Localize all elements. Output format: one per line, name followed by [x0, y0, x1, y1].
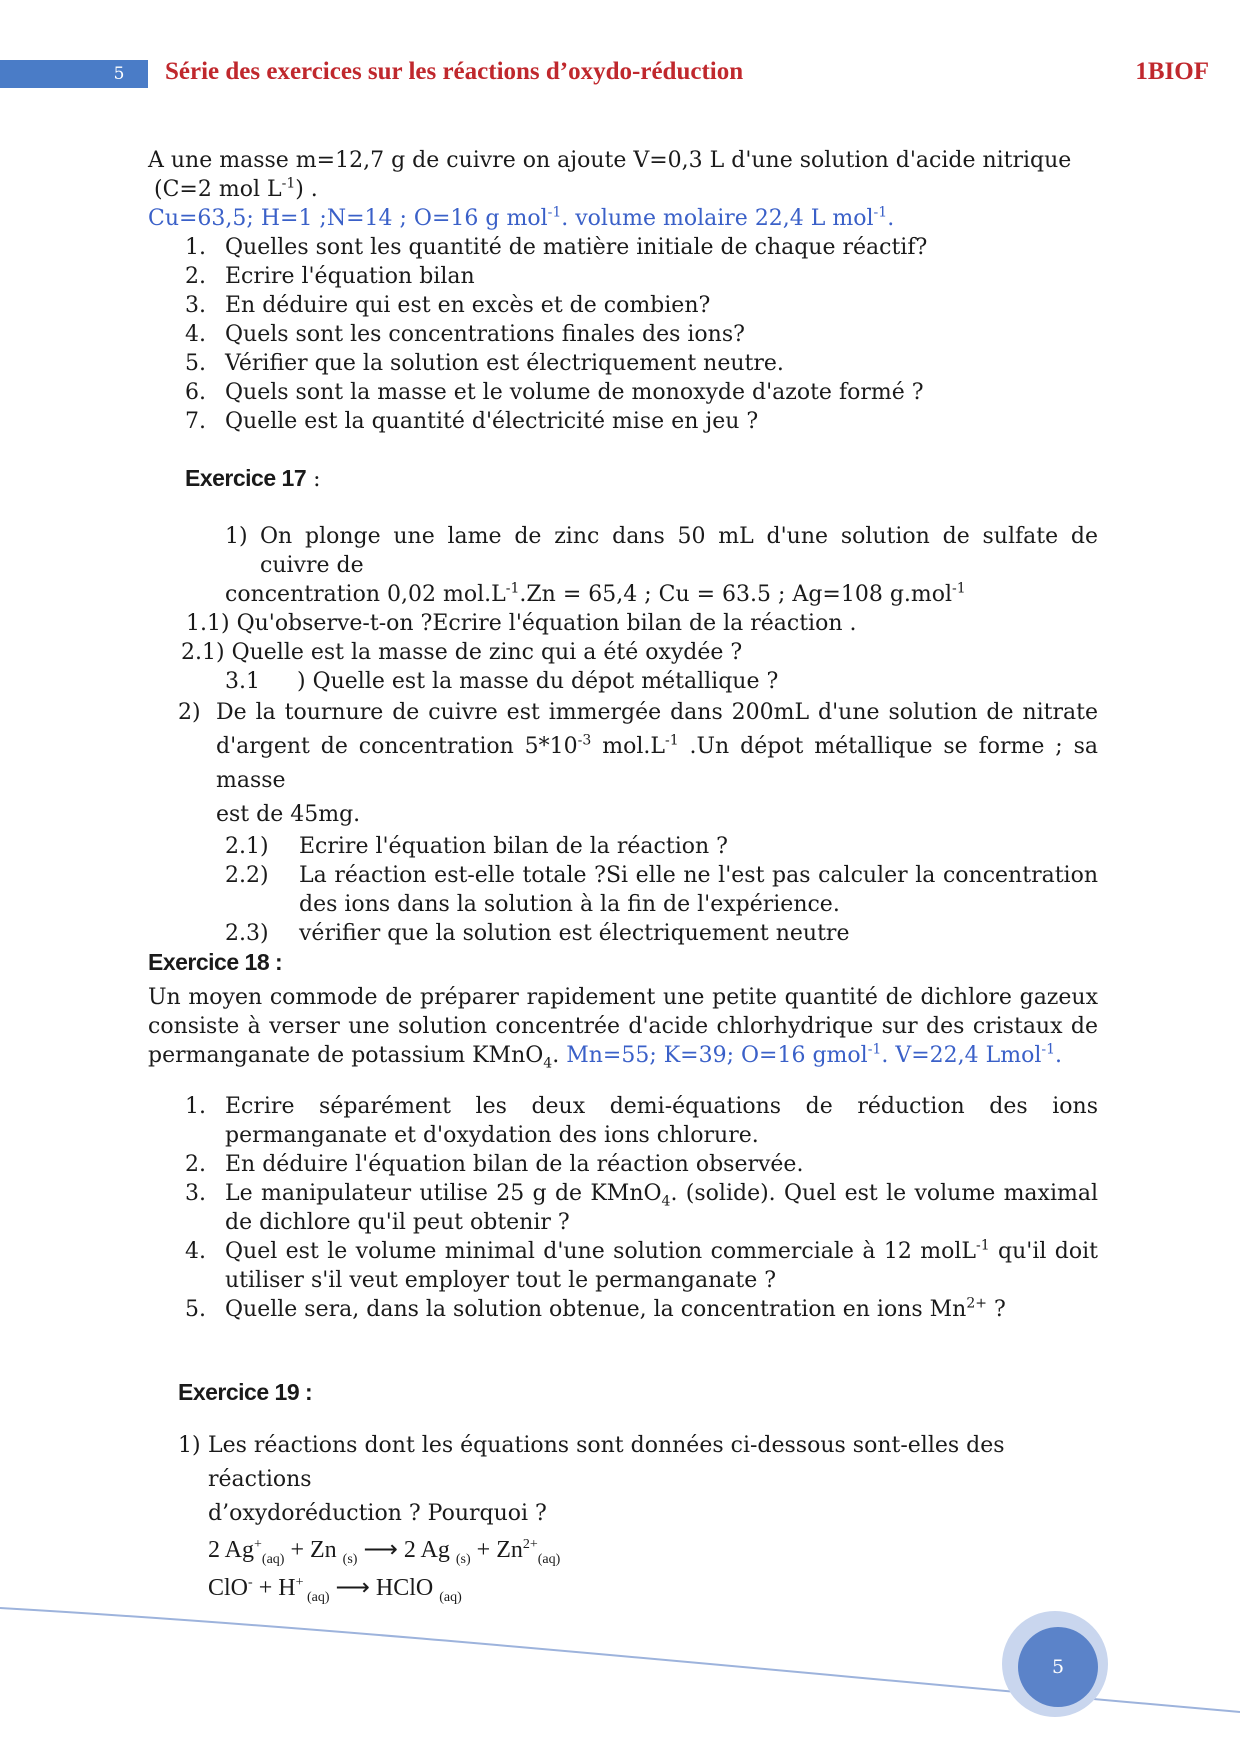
list-item: 1. Quelles sont les quantité de matière initiale de chaque réactif? [185, 235, 928, 260]
ex18-questions [148, 1092, 1098, 1324]
intro-data: Cu=63,5; H=1 ;N=14 ; O=16 g mol$^{-1}$. volume molaire 22,4 L mol$^{-1}$. [148, 204, 895, 231]
exercise-18-heading: Exercice 18 : [148, 949, 283, 975]
list-item: 2.3) vérifier que la solution est électriquement neutre [225, 921, 850, 946]
header-page-number: 5 [113, 64, 125, 84]
list-item: 2.2) La réaction est-elle totale ?Si elle ne l'est pas calculer la concentration des ions dans la solution à la fin de l'expérience. [225, 863, 1098, 917]
list-item: 1. Ecrire séparément les deux demi-équations de réduction des ions permanganate et d'oxydation des ions chlorure. [185, 1094, 1098, 1148]
ex17-question-3-1: 3.1 ) Quelle est la masse du dépot métallique ? [225, 669, 779, 694]
exercise-19-heading: Exercice 19 : [178, 1379, 313, 1405]
ex19-question-1: 1) Les réactions dont les équations sont données ci-dessous sont-elles des réactions d’oxydoréduction ? Pourquoi ? [178, 1433, 1005, 1526]
list-item: 2.1) Ecrire l'équation bilan de la réaction ? [225, 834, 728, 859]
list-item: 3. En déduire qui est en excès et de combien? [185, 293, 711, 318]
list-item: 5. Vérifier que la solution est électriquement neutre. [185, 351, 784, 376]
exercise-17-heading: Exercice 17 : [185, 465, 321, 492]
intro-line-2: (C=2 mol $L^{-1}$) . [154, 175, 318, 202]
ex18-paragraph: Un moyen commode de préparer rapidement une petite quantité de dichlore gazeux consiste à verser une solution concentrée d'acide chlorhydrique sur des cristaux de permanganate de potassium KMnO$_4$. Mn=55; K=39; O=16 gmol$^{-1}$. V=22,4 Lmol$^{-1}$. [148, 985, 1098, 1072]
list-item: 5. Quelle sera, dans la solution obtenue, la concentration en ions $Mn^{2+}$ ? [185, 1295, 1006, 1322]
main-content [148, 146, 1098, 1607]
footer-page-number: 5 [1018, 1627, 1098, 1707]
list-item: 2. En déduire l'équation bilan de la réaction observée. [185, 1152, 804, 1177]
ex17-question-2-1: 2.1) Quelle est la masse de zinc qui a été oxydée ? [181, 640, 743, 665]
list-item: 7. Quelle est la quantité d'électricité mise en jeu ? [185, 409, 759, 434]
intro-questions [148, 233, 1098, 436]
list-item: 6. Quels sont la masse et le volume de monoxyde d'azote formé ? [185, 380, 924, 405]
class-code: 1BIOF [1135, 58, 1209, 85]
ex17-question-2: 2) De la tournure de cuivre est immergée dans 200mL d'une solution de nitrate d'argent de concentration $5*10^{-3}$ $mol.L^{-1}$ .Un dépot métallique se forme ; sa masse est de 45mg. [178, 700, 1098, 827]
list-item: 3. Le manipulateur utilise 25 g de KMnO$_4$. (solide). Quel est le volume maximal de dichlore qu'il peut obtenir ? [185, 1181, 1098, 1235]
ex17-question-1-data: concentration 0,02 $mol.L^{-1}.Zn = 65,4$ ; Cu = 63.5 ; Ag=108 g.mol$^{-1}$ [225, 580, 966, 607]
list-item: 4. Quel est le volume minimal d'une solution commerciale à 12 molL$^{-1}$ qu'il doit utiliser s'il veut employer tout le permanganate ? [185, 1237, 1098, 1293]
reaction-arrow-icon: ⟶ [357, 1537, 404, 1563]
page-title: Série des exercices sur les réactions d’oxydo-réduction [165, 58, 744, 85]
list-item: 2. Ecrire l'équation bilan [185, 264, 475, 289]
equation-2: ClO- + H+ $_{(aq)}$ ⟶ HClO $_{(aq)}$ [208, 1575, 462, 1605]
equation-1: 2 $Ag^+_{(aq)} + Zn$ $_{(s)}$ ⟶ 2 Ag $_{(s)} + Zn^{2+}_{(aq)}$ [208, 1537, 561, 1567]
ex17-question-1: 1) On plonge une lame de zinc dans 50 mL d'une solution de sulfate de cuivre de [225, 524, 1098, 578]
list-item: 4. Quels sont les concentrations finales des ions? [185, 322, 745, 347]
intro-line-1: A une masse m=12,7 g de cuivre on ajoute V=0,3 L d'une solution d'acide nitrique [148, 148, 1072, 173]
ex17-subquestions [148, 832, 1098, 948]
ex17-question-1-1: 1.1) Qu'observe-t-on ?Ecrire l'équation bilan de la réaction . [186, 611, 857, 636]
reaction-arrow-icon: ⟶ [329, 1575, 376, 1601]
header-page-tab [0, 60, 148, 88]
